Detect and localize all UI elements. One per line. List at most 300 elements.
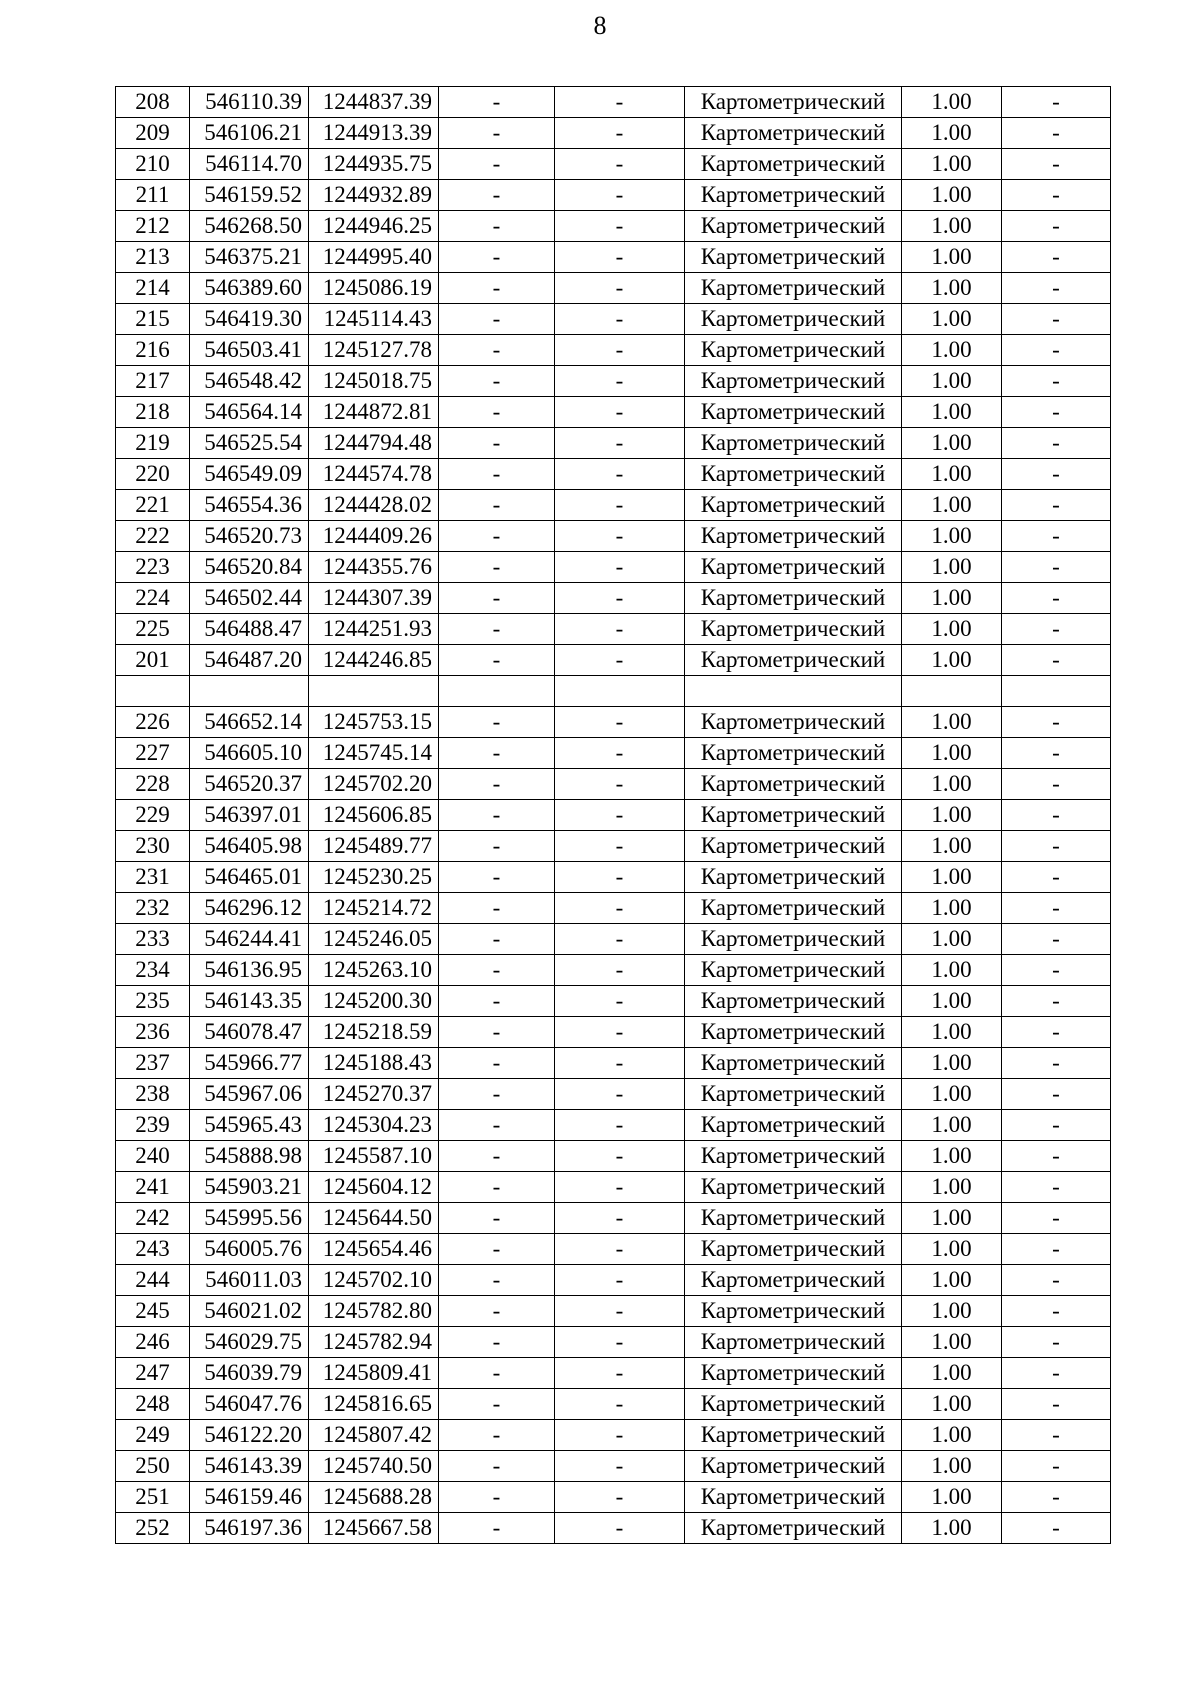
table-row xyxy=(116,87,1111,118)
method-cell: Картометрический xyxy=(685,180,902,211)
point-number-cell: 216 xyxy=(116,335,190,366)
method-cell: Картометрический xyxy=(685,1482,902,1513)
y-coordinate-cell: 1245489.77 xyxy=(309,831,439,862)
column-8-cell: - xyxy=(1002,242,1111,273)
x-coordinate-cell: 546197.36 xyxy=(190,1513,309,1544)
column-4-cell: - xyxy=(439,1110,555,1141)
x-coordinate-cell: 546375.21 xyxy=(190,242,309,273)
column-8-cell: - xyxy=(1002,490,1111,521)
method-cell: Картометрический xyxy=(685,242,902,273)
accuracy-cell: 1.00 xyxy=(902,1172,1002,1203)
y-coordinate-cell: 1245604.12 xyxy=(309,1172,439,1203)
column-4-cell: - xyxy=(439,366,555,397)
x-coordinate-cell: 546159.46 xyxy=(190,1482,309,1513)
accuracy-cell xyxy=(902,676,1002,707)
column-8-cell: - xyxy=(1002,149,1111,180)
method-cell: Картометрический xyxy=(685,1110,902,1141)
x-coordinate-cell: 546244.41 xyxy=(190,924,309,955)
method-cell: Картометрический xyxy=(685,335,902,366)
column-5-cell: - xyxy=(555,831,685,862)
method-cell: Картометрический xyxy=(685,87,902,118)
column-8-cell: - xyxy=(1002,1482,1111,1513)
method-cell: Картометрический xyxy=(685,707,902,738)
x-coordinate-cell: 546549.09 xyxy=(190,459,309,490)
x-coordinate-cell: 545967.06 xyxy=(190,1079,309,1110)
column-5-cell: - xyxy=(555,1079,685,1110)
point-number-cell: 230 xyxy=(116,831,190,862)
column-4-cell: - xyxy=(439,1296,555,1327)
method-cell: Картометрический xyxy=(685,428,902,459)
y-coordinate-cell: 1245114.43 xyxy=(309,304,439,335)
y-coordinate-cell: 1244995.40 xyxy=(309,242,439,273)
table-row xyxy=(116,521,1111,552)
accuracy-cell: 1.00 xyxy=(902,1327,1002,1358)
table-row xyxy=(116,1327,1111,1358)
table-row xyxy=(116,1265,1111,1296)
column-4-cell: - xyxy=(439,1482,555,1513)
column-4-cell: - xyxy=(439,552,555,583)
column-5-cell: - xyxy=(555,1110,685,1141)
column-4-cell: - xyxy=(439,1358,555,1389)
accuracy-cell: 1.00 xyxy=(902,583,1002,614)
point-number-cell xyxy=(116,676,190,707)
x-coordinate-cell: 546520.37 xyxy=(190,769,309,800)
column-5-cell: - xyxy=(555,1048,685,1079)
y-coordinate-cell: 1244251.93 xyxy=(309,614,439,645)
column-4-cell: - xyxy=(439,273,555,304)
x-coordinate-cell: 546005.76 xyxy=(190,1234,309,1265)
y-coordinate-cell: 1245200.30 xyxy=(309,986,439,1017)
column-5-cell: - xyxy=(555,986,685,1017)
column-4-cell: - xyxy=(439,87,555,118)
table-row xyxy=(116,1482,1111,1513)
point-number-cell: 250 xyxy=(116,1451,190,1482)
table-row xyxy=(116,645,1111,676)
column-5-cell: - xyxy=(555,428,685,459)
column-5-cell: - xyxy=(555,335,685,366)
x-coordinate-cell: 546488.47 xyxy=(190,614,309,645)
column-4-cell: - xyxy=(439,490,555,521)
x-coordinate-cell: 546021.02 xyxy=(190,1296,309,1327)
coordinates-table-body xyxy=(116,87,1111,1544)
x-coordinate-cell: 545888.98 xyxy=(190,1141,309,1172)
column-5-cell: - xyxy=(555,242,685,273)
column-8-cell: - xyxy=(1002,366,1111,397)
column-8-cell: - xyxy=(1002,1017,1111,1048)
x-coordinate-cell: 546136.95 xyxy=(190,955,309,986)
x-coordinate-cell: 545965.43 xyxy=(190,1110,309,1141)
y-coordinate-cell xyxy=(309,676,439,707)
point-number-cell: 212 xyxy=(116,211,190,242)
column-8-cell: - xyxy=(1002,1513,1111,1544)
column-8-cell: - xyxy=(1002,893,1111,924)
table-row xyxy=(116,1420,1111,1451)
column-4-cell: - xyxy=(439,924,555,955)
column-5-cell: - xyxy=(555,304,685,335)
x-coordinate-cell: 546106.21 xyxy=(190,118,309,149)
y-coordinate-cell: 1245587.10 xyxy=(309,1141,439,1172)
point-number-cell: 233 xyxy=(116,924,190,955)
point-number-cell: 210 xyxy=(116,149,190,180)
table-row xyxy=(116,1141,1111,1172)
y-coordinate-cell: 1245263.10 xyxy=(309,955,439,986)
method-cell: Картометрический xyxy=(685,211,902,242)
method-cell: Картометрический xyxy=(685,645,902,676)
y-coordinate-cell: 1244574.78 xyxy=(309,459,439,490)
column-8-cell: - xyxy=(1002,1327,1111,1358)
y-coordinate-cell: 1245270.37 xyxy=(309,1079,439,1110)
x-coordinate-cell: 546520.84 xyxy=(190,552,309,583)
y-coordinate-cell: 1245753.15 xyxy=(309,707,439,738)
x-coordinate-cell: 546525.54 xyxy=(190,428,309,459)
column-8-cell: - xyxy=(1002,1451,1111,1482)
column-4-cell: - xyxy=(439,1017,555,1048)
column-4-cell: - xyxy=(439,211,555,242)
column-5-cell: - xyxy=(555,1389,685,1420)
column-5-cell: - xyxy=(555,1513,685,1544)
x-coordinate-cell: 546011.03 xyxy=(190,1265,309,1296)
point-number-cell: 209 xyxy=(116,118,190,149)
method-cell: Картометрический xyxy=(685,459,902,490)
y-coordinate-cell: 1244246.85 xyxy=(309,645,439,676)
method-cell: Картометрический xyxy=(685,552,902,583)
column-4-cell: - xyxy=(439,738,555,769)
column-4-cell: - xyxy=(439,862,555,893)
column-8-cell: - xyxy=(1002,459,1111,490)
y-coordinate-cell: 1245086.19 xyxy=(309,273,439,304)
point-number-cell: 215 xyxy=(116,304,190,335)
column-8-cell: - xyxy=(1002,1172,1111,1203)
accuracy-cell: 1.00 xyxy=(902,1203,1002,1234)
column-4-cell: - xyxy=(439,521,555,552)
x-coordinate-cell: 546564.14 xyxy=(190,397,309,428)
column-8-cell: - xyxy=(1002,1110,1111,1141)
page-number: 8 xyxy=(593,11,607,40)
column-4-cell: - xyxy=(439,1172,555,1203)
column-5-cell: - xyxy=(555,273,685,304)
table-row xyxy=(116,1079,1111,1110)
table-row xyxy=(116,1017,1111,1048)
point-number-cell: 249 xyxy=(116,1420,190,1451)
x-coordinate-cell: 546296.12 xyxy=(190,893,309,924)
x-coordinate-cell: 546389.60 xyxy=(190,273,309,304)
method-cell: Картометрический xyxy=(685,490,902,521)
column-5-cell: - xyxy=(555,87,685,118)
column-8-cell xyxy=(1002,676,1111,707)
y-coordinate-cell: 1244913.39 xyxy=(309,118,439,149)
column-5-cell: - xyxy=(555,1203,685,1234)
column-8-cell: - xyxy=(1002,1203,1111,1234)
x-coordinate-cell: 546419.30 xyxy=(190,304,309,335)
method-cell: Картометрический xyxy=(685,769,902,800)
column-5-cell xyxy=(555,676,685,707)
table-row xyxy=(116,273,1111,304)
accuracy-cell: 1.00 xyxy=(902,1420,1002,1451)
method-cell: Картометрический xyxy=(685,1203,902,1234)
column-4-cell: - xyxy=(439,1420,555,1451)
column-4-cell: - xyxy=(439,304,555,335)
column-5-cell: - xyxy=(555,738,685,769)
y-coordinate-cell: 1245230.25 xyxy=(309,862,439,893)
accuracy-cell: 1.00 xyxy=(902,1482,1002,1513)
column-5-cell: - xyxy=(555,614,685,645)
accuracy-cell: 1.00 xyxy=(902,924,1002,955)
accuracy-cell: 1.00 xyxy=(902,1513,1002,1544)
column-5-cell: - xyxy=(555,149,685,180)
column-4-cell: - xyxy=(439,1048,555,1079)
method-cell: Картометрический xyxy=(685,1265,902,1296)
column-4-cell: - xyxy=(439,614,555,645)
column-5-cell: - xyxy=(555,583,685,614)
point-number-cell: 246 xyxy=(116,1327,190,1358)
accuracy-cell: 1.00 xyxy=(902,955,1002,986)
column-8-cell: - xyxy=(1002,645,1111,676)
y-coordinate-cell: 1245214.72 xyxy=(309,893,439,924)
point-number-cell: 224 xyxy=(116,583,190,614)
column-5-cell: - xyxy=(555,707,685,738)
method-cell: Картометрический xyxy=(685,1389,902,1420)
column-5-cell: - xyxy=(555,1172,685,1203)
column-8-cell: - xyxy=(1002,1358,1111,1389)
accuracy-cell: 1.00 xyxy=(902,1017,1002,1048)
accuracy-cell: 1.00 xyxy=(902,1048,1002,1079)
method-cell: Картометрический xyxy=(685,862,902,893)
column-8-cell: - xyxy=(1002,955,1111,986)
column-8-cell: - xyxy=(1002,1420,1111,1451)
point-number-cell: 201 xyxy=(116,645,190,676)
y-coordinate-cell: 1244837.39 xyxy=(309,87,439,118)
table-row xyxy=(116,1451,1111,1482)
y-coordinate-cell: 1245654.46 xyxy=(309,1234,439,1265)
point-number-cell: 238 xyxy=(116,1079,190,1110)
x-coordinate-cell: 546143.39 xyxy=(190,1451,309,1482)
column-5-cell: - xyxy=(555,1482,685,1513)
x-coordinate-cell: 546268.50 xyxy=(190,211,309,242)
accuracy-cell: 1.00 xyxy=(902,986,1002,1017)
table-row xyxy=(116,180,1111,211)
accuracy-cell: 1.00 xyxy=(902,335,1002,366)
method-cell: Картометрический xyxy=(685,1513,902,1544)
y-coordinate-cell: 1245246.05 xyxy=(309,924,439,955)
column-8-cell: - xyxy=(1002,552,1111,583)
column-4-cell: - xyxy=(439,583,555,614)
column-4-cell: - xyxy=(439,335,555,366)
column-8-cell: - xyxy=(1002,862,1111,893)
column-5-cell: - xyxy=(555,1265,685,1296)
table-row xyxy=(116,986,1111,1017)
method-cell: Картометрический xyxy=(685,1141,902,1172)
x-coordinate-cell: 546405.98 xyxy=(190,831,309,862)
column-4-cell: - xyxy=(439,428,555,459)
y-coordinate-cell: 1244307.39 xyxy=(309,583,439,614)
column-8-cell: - xyxy=(1002,211,1111,242)
accuracy-cell: 1.00 xyxy=(902,273,1002,304)
table-row xyxy=(116,893,1111,924)
column-5-cell: - xyxy=(555,862,685,893)
table-row xyxy=(116,459,1111,490)
x-coordinate-cell: 546520.73 xyxy=(190,521,309,552)
x-coordinate-cell: 546502.44 xyxy=(190,583,309,614)
method-cell: Картометрический xyxy=(685,583,902,614)
method-cell: Картометрический xyxy=(685,1017,902,1048)
column-4-cell: - xyxy=(439,242,555,273)
point-number-cell: 245 xyxy=(116,1296,190,1327)
accuracy-cell: 1.00 xyxy=(902,304,1002,335)
column-4-cell: - xyxy=(439,1513,555,1544)
method-cell xyxy=(685,676,902,707)
column-4-cell xyxy=(439,676,555,707)
point-number-cell: 248 xyxy=(116,1389,190,1420)
column-5-cell: - xyxy=(555,490,685,521)
x-coordinate-cell: 546114.70 xyxy=(190,149,309,180)
table-row xyxy=(116,149,1111,180)
y-coordinate-cell: 1245782.94 xyxy=(309,1327,439,1358)
column-4-cell: - xyxy=(439,118,555,149)
point-number-cell: 241 xyxy=(116,1172,190,1203)
table-row xyxy=(116,676,1111,707)
y-coordinate-cell: 1244355.76 xyxy=(309,552,439,583)
x-coordinate-cell: 546159.52 xyxy=(190,180,309,211)
y-coordinate-cell: 1245740.50 xyxy=(309,1451,439,1482)
column-4-cell: - xyxy=(439,831,555,862)
point-number-cell: 229 xyxy=(116,800,190,831)
method-cell: Картометрический xyxy=(685,1451,902,1482)
column-4-cell: - xyxy=(439,986,555,1017)
accuracy-cell: 1.00 xyxy=(902,118,1002,149)
method-cell: Картометрический xyxy=(685,397,902,428)
x-coordinate-cell: 546110.39 xyxy=(190,87,309,118)
accuracy-cell: 1.00 xyxy=(902,211,1002,242)
x-coordinate-cell: 545995.56 xyxy=(190,1203,309,1234)
y-coordinate-cell: 1245188.43 xyxy=(309,1048,439,1079)
column-5-cell: - xyxy=(555,1327,685,1358)
column-4-cell: - xyxy=(439,1079,555,1110)
point-number-cell: 240 xyxy=(116,1141,190,1172)
method-cell: Картометрический xyxy=(685,1358,902,1389)
x-coordinate-cell: 546029.75 xyxy=(190,1327,309,1358)
column-5-cell: - xyxy=(555,459,685,490)
x-coordinate-cell: 546078.47 xyxy=(190,1017,309,1048)
method-cell: Картометрический xyxy=(685,366,902,397)
y-coordinate-cell: 1245745.14 xyxy=(309,738,439,769)
accuracy-cell: 1.00 xyxy=(902,1234,1002,1265)
column-8-cell: - xyxy=(1002,428,1111,459)
method-cell: Картометрический xyxy=(685,1234,902,1265)
column-4-cell: - xyxy=(439,1234,555,1265)
point-number-cell: 219 xyxy=(116,428,190,459)
column-5-cell: - xyxy=(555,1420,685,1451)
point-number-cell: 208 xyxy=(116,87,190,118)
accuracy-cell: 1.00 xyxy=(902,645,1002,676)
point-number-cell: 225 xyxy=(116,614,190,645)
coordinates-table xyxy=(115,86,1111,1544)
y-coordinate-cell: 1244935.75 xyxy=(309,149,439,180)
x-coordinate-cell: 545966.77 xyxy=(190,1048,309,1079)
column-8-cell: - xyxy=(1002,1079,1111,1110)
point-number-cell: 220 xyxy=(116,459,190,490)
x-coordinate-cell: 546465.01 xyxy=(190,862,309,893)
table-row xyxy=(116,118,1111,149)
y-coordinate-cell: 1245644.50 xyxy=(309,1203,439,1234)
column-8-cell: - xyxy=(1002,1389,1111,1420)
point-number-cell: 231 xyxy=(116,862,190,893)
column-8-cell: - xyxy=(1002,1296,1111,1327)
accuracy-cell: 1.00 xyxy=(902,614,1002,645)
point-number-cell: 252 xyxy=(116,1513,190,1544)
column-5-cell: - xyxy=(555,180,685,211)
y-coordinate-cell: 1245606.85 xyxy=(309,800,439,831)
column-5-cell: - xyxy=(555,521,685,552)
point-number-cell: 247 xyxy=(116,1358,190,1389)
method-cell: Картометрический xyxy=(685,800,902,831)
table-row xyxy=(116,1389,1111,1420)
method-cell: Картометрический xyxy=(685,118,902,149)
y-coordinate-cell: 1244409.26 xyxy=(309,521,439,552)
column-5-cell: - xyxy=(555,800,685,831)
point-number-cell: 244 xyxy=(116,1265,190,1296)
x-coordinate-cell: 546039.79 xyxy=(190,1358,309,1389)
y-coordinate-cell: 1245688.28 xyxy=(309,1482,439,1513)
point-number-cell: 243 xyxy=(116,1234,190,1265)
point-number-cell: 242 xyxy=(116,1203,190,1234)
method-cell: Картометрический xyxy=(685,521,902,552)
column-5-cell: - xyxy=(555,1358,685,1389)
table-row xyxy=(116,738,1111,769)
y-coordinate-cell: 1244872.81 xyxy=(309,397,439,428)
table-row xyxy=(116,428,1111,459)
method-cell: Картометрический xyxy=(685,1048,902,1079)
column-8-cell: - xyxy=(1002,1265,1111,1296)
column-5-cell: - xyxy=(555,1141,685,1172)
method-cell: Картометрический xyxy=(685,1172,902,1203)
method-cell: Картометрический xyxy=(685,1296,902,1327)
accuracy-cell: 1.00 xyxy=(902,800,1002,831)
y-coordinate-cell: 1245218.59 xyxy=(309,1017,439,1048)
column-8-cell: - xyxy=(1002,273,1111,304)
x-coordinate-cell: 545903.21 xyxy=(190,1172,309,1203)
y-coordinate-cell: 1245782.80 xyxy=(309,1296,439,1327)
x-coordinate-cell: 546554.36 xyxy=(190,490,309,521)
accuracy-cell: 1.00 xyxy=(902,1079,1002,1110)
column-4-cell: - xyxy=(439,707,555,738)
y-coordinate-cell: 1245807.42 xyxy=(309,1420,439,1451)
column-5-cell: - xyxy=(555,955,685,986)
column-4-cell: - xyxy=(439,1141,555,1172)
column-5-cell: - xyxy=(555,366,685,397)
point-number-cell: 217 xyxy=(116,366,190,397)
y-coordinate-cell: 1245127.78 xyxy=(309,335,439,366)
column-8-cell: - xyxy=(1002,707,1111,738)
point-number-cell: 232 xyxy=(116,893,190,924)
column-8-cell: - xyxy=(1002,800,1111,831)
column-8-cell: - xyxy=(1002,769,1111,800)
accuracy-cell: 1.00 xyxy=(902,1265,1002,1296)
x-coordinate-cell: 546487.20 xyxy=(190,645,309,676)
point-number-cell: 218 xyxy=(116,397,190,428)
x-coordinate-cell xyxy=(190,676,309,707)
accuracy-cell: 1.00 xyxy=(902,490,1002,521)
method-cell: Картометрический xyxy=(685,304,902,335)
column-4-cell: - xyxy=(439,1203,555,1234)
method-cell: Картометрический xyxy=(685,1420,902,1451)
y-coordinate-cell: 1245702.10 xyxy=(309,1265,439,1296)
accuracy-cell: 1.00 xyxy=(902,149,1002,180)
table-row xyxy=(116,800,1111,831)
column-8-cell: - xyxy=(1002,1048,1111,1079)
x-coordinate-cell: 546548.42 xyxy=(190,366,309,397)
column-5-cell: - xyxy=(555,1017,685,1048)
point-number-cell: 222 xyxy=(116,521,190,552)
